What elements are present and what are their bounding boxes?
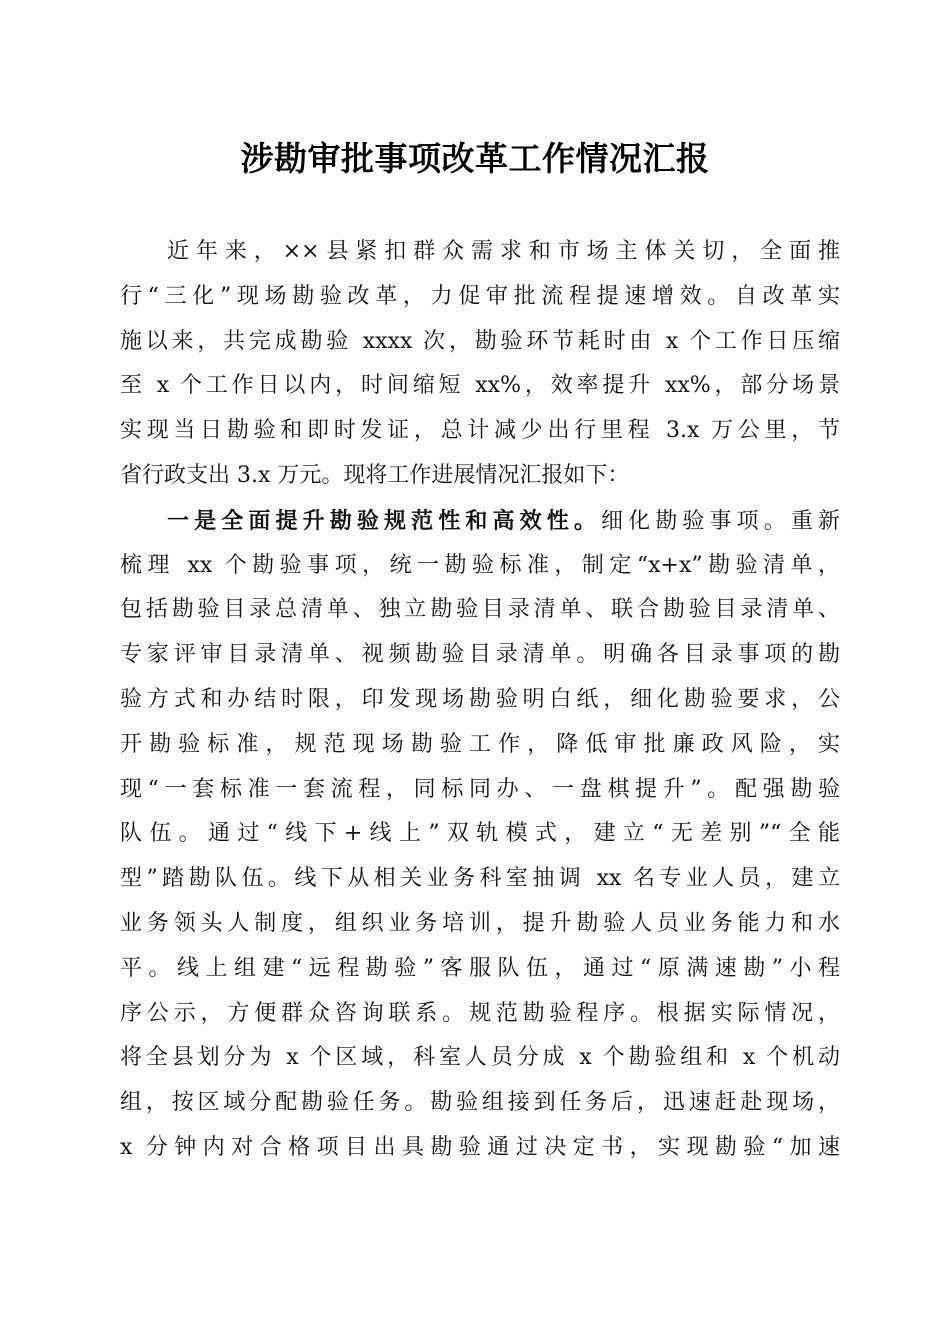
paragraph-line: 包括勘验目录总清单、独立勘验目录清单、联合勘验目录清单、 — [120, 597, 840, 623]
paragraph-line: 平。线上组建“远程勘验”客服队伍，通过“原满速勘”小程 — [120, 955, 840, 981]
paragraph-first-line — [120, 499, 840, 544]
paragraph-line: 梳理 xx 个勘验事项，统一勘验标准，制定“x+x”勘验清单， — [120, 552, 840, 578]
paragraph-line: 现“一套标准一套流程，同标同办、一盘棋提升”。配强勘验 — [120, 776, 840, 802]
paragraph-section-one — [120, 499, 840, 1171]
paragraph-line: 至 x 个工作日以内，时间缩短 xx%，效率提升 xx%，部分场景 — [120, 373, 840, 399]
paragraph-line: 行“三化”现场勘验改革，力促审批流程提速增效。自改革实 — [120, 283, 840, 309]
paragraph-line: 业务领头人制度，组织业务培训，提升勘验人员业务能力和水 — [120, 910, 840, 936]
paragraph-line: 型”踏勘队伍。线下从相关业务科室抽调 xx 名专业人员，建立 — [120, 866, 840, 892]
paragraph-line: 队伍。通过“线下+线上”双轨模式，建立“无差别”“全能 — [120, 821, 840, 847]
paragraph-line: 验方式和办结时限，印发现场勘验明白纸，细化勘验要求，公 — [120, 686, 840, 712]
paragraph-line: 序公示，方便群众咨询联系。规范勘验程序。根据实际情况， — [120, 1000, 840, 1026]
paragraph-line: 施以来，共完成勘验 xxxx 次，勘验环节耗时由 x 个工作日压缩 — [120, 328, 840, 354]
paragraph-line: x 分钟内对合格项目出具勘验通过决定书，实现勘验“加速 — [120, 1134, 840, 1160]
paragraph-line: 开勘验标准，规范现场勘验工作，降低审批廉政风险，实 — [120, 731, 840, 757]
document-title: 涉勘审批事项改革工作情况汇报 — [240, 139, 710, 178]
paragraph-line: 组，按区域分配勘验任务。勘验组接到任务后，迅速赶赴现场， — [120, 1090, 840, 1116]
paragraph-line: 实现当日勘验和即时发证，总计减少出行里程 3.x 万公里，节 — [120, 418, 840, 444]
paragraph-line-rest: 细化勘验事项。重新 — [600, 508, 840, 534]
paragraph-line: 将全县划分为 x 个区域，科室人员分成 x 个勘验组和 x 个机动 — [120, 1045, 840, 1071]
paragraph-intro — [120, 230, 840, 499]
paragraph-line: 省行政支出 3.x 万元。现将工作进展情况汇报如下： — [120, 462, 630, 488]
paragraph-line: 近年来，××县紧扣群众需求和市场主体关切，全面推 — [167, 239, 840, 264]
document-body — [120, 230, 840, 1171]
paragraph-line: 专家评审目录清单、视频勘验目录清单。明确各目录事项的勘 — [120, 642, 840, 668]
section-heading-bold: 一是全面提升勘验规范性和高效性。 — [167, 507, 601, 534]
